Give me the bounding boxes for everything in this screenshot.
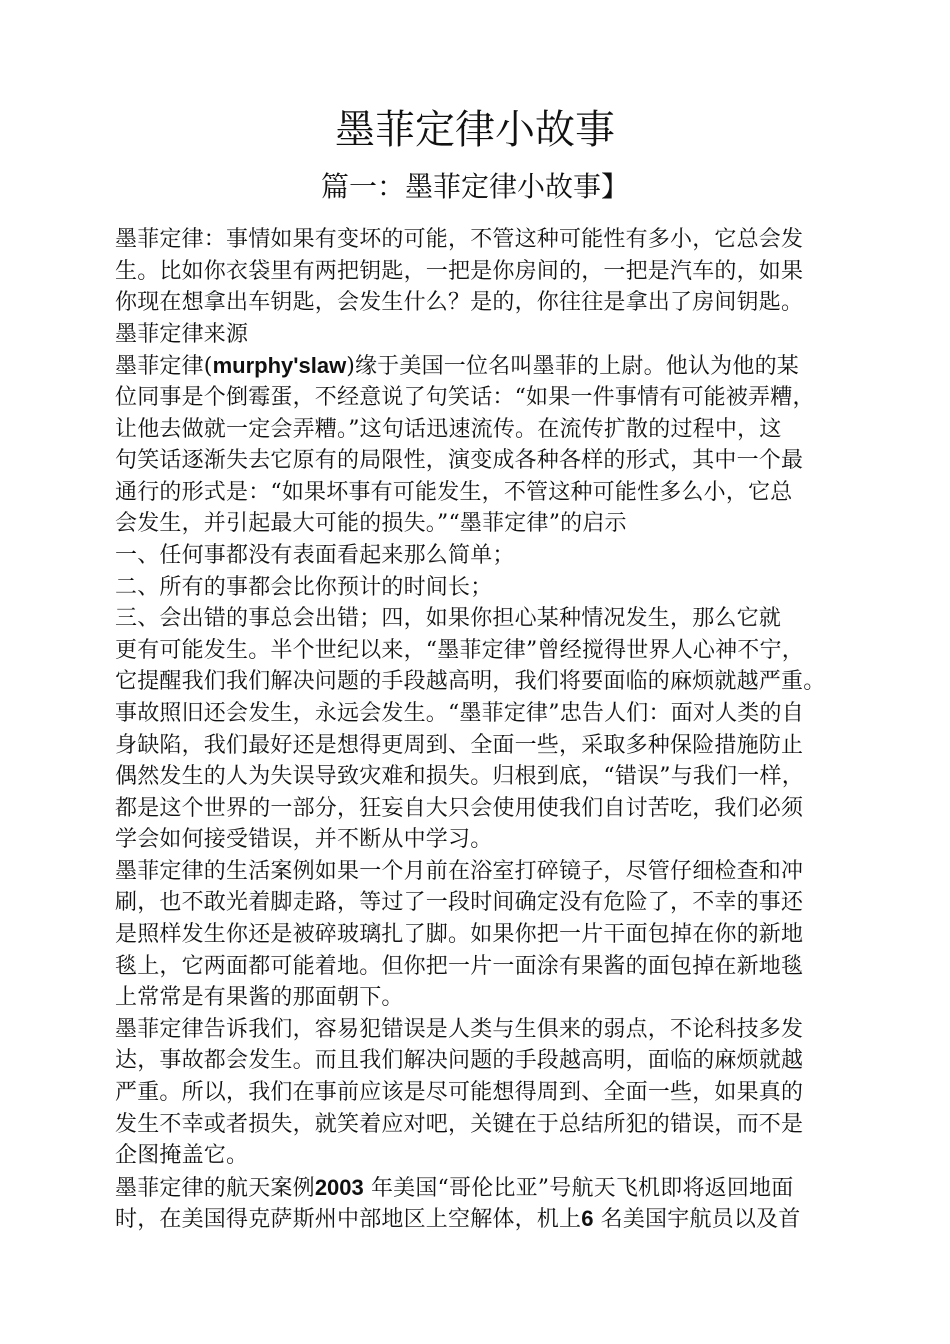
text-line: 事故照旧还会发生，永远会发生。“墨菲定律”忠告人们：面对人类的自 — [115, 700, 804, 726]
text-line: 发生不幸或者损失，就笑着应对吧，关键在于总结所犯的错误，而不是 — [115, 1111, 804, 1137]
list-item: 三、会出错的事总会出错；四，如果你担心某种情况发生，那么它就 — [115, 606, 782, 632]
text-line: 位同事是个倒霉蛋，不经意说了句笑话：“如果一件事情有可能被弄糟， — [115, 384, 815, 410]
text-line: 会发生，并引起最大可能的损失。”“墨菲定律”的启示 — [115, 511, 627, 537]
text-run: 时，在美国得克萨斯州中部地区上空解体，机上 — [115, 1207, 582, 1233]
text-line: 是照样发生你还是被碎玻璃扎了脚。如果你把一片干面包掉在你的新地 — [115, 922, 804, 948]
text-line: 让他去做就一定会弄糟。”这句话迅速流传。在流传扩散的过程中，这 — [115, 416, 782, 442]
text-run: 年美国“哥伦比亚”号航天飞机即将返回地面 — [363, 1175, 794, 1201]
text-line — [115, 350, 845, 382]
text-line: 墨菲定律的生活案例如果一个月前在浴室打碎镜子，尽管仔细检查和冲 — [115, 858, 804, 884]
list-item: 二、所有的事都会比你预计的时间长； — [115, 574, 493, 600]
text-line: 更有可能发生。半个世纪以来，“墨菲定律”曾经搅得世界人心神不宁， — [115, 637, 804, 663]
text-line: 偶然发生的人为失误导致灾难和损失。归根到底，“错误”与我们一样， — [115, 764, 804, 790]
year-number: 2003 — [314, 1174, 364, 1200]
text-line: 达，事故都会发生。而且我们解决问题的手段越高明，面临的麻烦就越 — [115, 1048, 804, 1074]
text-run: 墨菲定律( — [115, 354, 213, 380]
document-title: 墨菲定律小故事 — [335, 107, 615, 153]
list-item: 一、任何事都没有表面看起来那么简单； — [115, 542, 515, 568]
text-line: 都是这个世界的一部分，狂妄自大只会使用使我们自讨苦吃，我们必须 — [115, 795, 804, 821]
text-line: 身缺陷，我们最好还是想得更周到、全面一些，采取多种保险措施防止 — [115, 732, 804, 758]
text-line — [115, 1203, 845, 1235]
text-line: 它提醒我们我们解决问题的手段越高明，我们将要面临的麻烦就越严重。 — [115, 669, 826, 695]
text-line: 你现在想拿出车钥匙，会发生什么？是的，你往往是拿出了房间钥匙。 — [115, 290, 804, 316]
text-run: 墨菲定律的航天案例 — [115, 1175, 315, 1201]
text-line: 上常常是有果酱的那面朝下。 — [115, 985, 404, 1011]
text-line: 通行的形式是：“如果坏事有可能发生，不管这种可能性多么小，它总 — [115, 479, 793, 505]
count-number: 6 — [581, 1206, 594, 1232]
text-line: 生。比如你衣袋里有两把钥匙，一把是你房间的，一把是汽车的，如果 — [115, 258, 804, 284]
text-line: 句笑话逐渐失去它原有的局限性，演变成各种各样的形式，其中一个最 — [115, 448, 804, 474]
text-line: 墨菲定律告诉我们，容易犯错误是人类与生俱来的弱点，不论科技多发 — [115, 1016, 804, 1042]
text-run: )缘于美国一位名叫墨菲的上尉。他认为他的某 — [346, 354, 799, 380]
text-line: 严重。所以，我们在事前应该是尽可能想得周到、全面一些，如果真的 — [115, 1080, 804, 1106]
section-heading: 墨菲定律来源 — [115, 321, 249, 347]
text-line: 学会如何接受错误，并不断从中学习。 — [115, 827, 493, 853]
text-run: 名美国宇航员以及首 — [593, 1207, 801, 1233]
document-body — [115, 224, 845, 1235]
document-subtitle: 篇一：墨菲定律小故事】 — [320, 170, 629, 203]
text-line: 企图掩盖它。 — [115, 1143, 249, 1169]
text-line: 刷，也不敢光着脚走路，等过了一段时间确定没有危险了，不幸的事还 — [115, 890, 804, 916]
text-line — [115, 1172, 845, 1204]
text-line: 墨菲定律：事情如果有变坏的可能，不管这种可能性有多小，它总会发 — [115, 227, 804, 252]
text-line: 毯上，它两面都可能着地。但你把一片一面涂有果酱的面包掉在新地毯 — [115, 953, 804, 979]
latin-term: murphy'slaw — [212, 353, 347, 379]
